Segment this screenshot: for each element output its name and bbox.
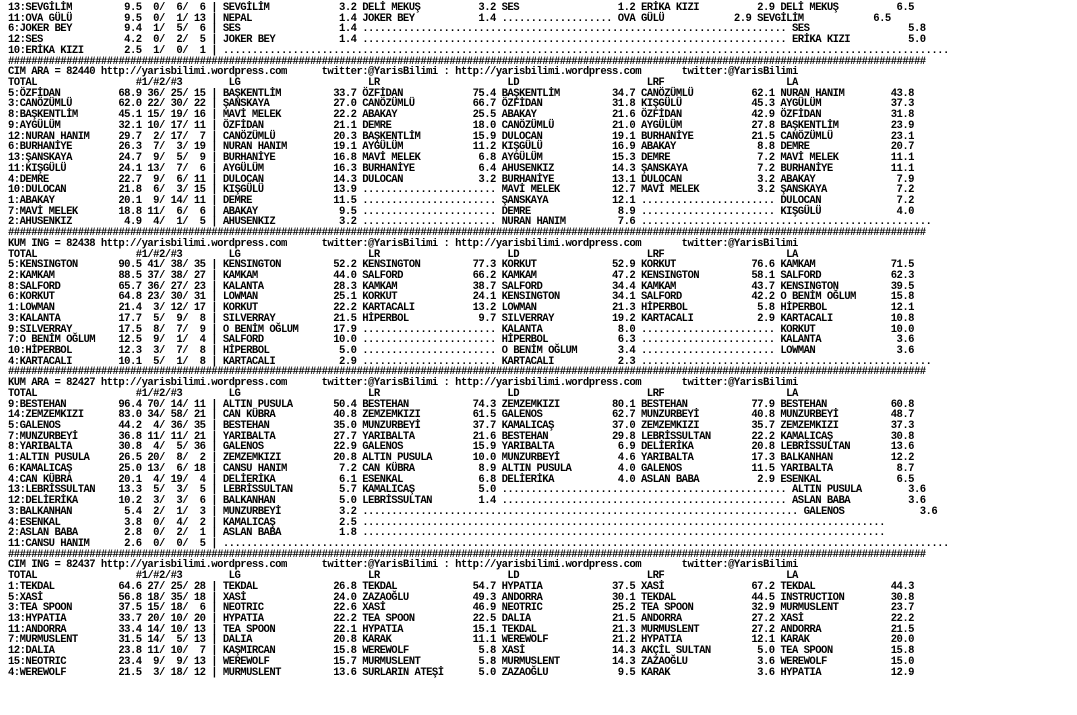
table-row: 8:YARIBALTA 30.8 4/ 5/ 36 | GALENOS 22.9 GALENOS 15.9 YARIBALTA 6.9 DELİERİKA 20.8 LEBRİSSULTAN 13.6	[8, 441, 914, 454]
table-row: 2:ASLAN BABA 2.8 0/ 2/ 1 | ASLAN BABA 1.8 ..........................................................................................	[8, 527, 885, 540]
table-row: 12:NURAN HANIM 29.7 2/ 17/ 7 | CANÖZÜMLÜ 20.3 BAŞKENTLİM 15.9 DULOCAN 19.1 BURHANİYE 21.5 CANÖZÜMLÜ 23.1	[8, 130, 914, 143]
table-row: 3:TEA SPOON 37.5 15/ 18/ 6 | NEOTRIC 22.6 XASİ 46.9 NEOTRIC 25.2 TEA SPOON 32.9 MURMUSLENT 23.7	[8, 602, 914, 615]
table-row: 3:KALANTA 17.7 5/ 9/ 8 | SILVERRAY 21.5 HİPERBOL 9.7 SILVERRAY 19.2 KARTACALI 2.9 KARTACALI 10.8	[8, 312, 914, 325]
table-row: 7:MUNZURBEYİ 36.8 11/ 11/ 21 | YARIBALTA 27.7 YARIBALTA 21.6 BESTEHAN 29.8 LEBRİSSULTAN 22.2 KAMALICAŞ 30.8	[8, 430, 914, 443]
table-row: 9:BESTEHAN 96.4 70/ 14/ 11 | ALTIN PUSULA 50.4 BESTEHAN 74.3 ZEMZEMKIZI 80.1 BESTEHAN 77.9 BESTEHAN 60.8	[8, 398, 914, 411]
table-row: 5:XASİ 56.8 18/ 35/ 18 | XASİ 24.0 ZAZAOĞLU 49.3 ANDORRA 30.1 TEKDAL 44.5 INSTRUCTION 30.8	[8, 591, 914, 604]
race-stats-document	[8, 3, 1074, 712]
table-row: 4:KARTACALI 10.1 5/ 1/ 8 | KARTACALI 2.9 ....................... KARTACALI 2.3 ..................................................	[8, 355, 932, 368]
table-row: 11:CANSU HANIM 2.6 0/ 0/ 5 | .............................................................................................................................	[8, 537, 949, 550]
table-row: 7:MAVİ MELEK 18.8 11/ 6/ 6 | ABAKAY 9.5 ....................... DEMRE 8.9 ....................... KIŞGÜLÜ 4.0	[8, 205, 914, 218]
table-row: 5:KENSINGTON 90.5 41/ 38/ 35 | KENSINGTON 52.2 KENSINGTON 77.3 KORKUT 52.9 KORKUT 76.6 KAMKAM 71.5	[8, 259, 914, 272]
table-row: 12:DELİERİKA 10.2 3/ 3/ 6 | BALKANHAN 5.0 LEBRİSSULTAN 1.4 ................................................. ASLAN BABA 3.6	[8, 495, 926, 508]
column-header-row: TOTAL #1/#2/#3 LG LR LD LRF LA	[8, 570, 798, 583]
section-divider: ##############################################################################################################################################################	[8, 548, 926, 561]
table-row: 15:NEOTRIC 23.4 9/ 9/ 13 | WEREWOLF 15.7 MURMUSLENT 5.8 MURMUSLENT 14.3 ZAZAOĞLU 3.6 WEREWOLF 15.0	[8, 655, 914, 668]
table-row: 6:KORKUT 64.8 23/ 30/ 31 | LOWMAN 25.1 KORKUT 24.1 KENSINGTON 34.1 SALFORD 42.2 O BENİM OĞLUM 15.8	[8, 291, 914, 304]
table-row: 12:SES 4.2 0/ 2/ 5 | JOKER BEY 1.4 ......................................................................... ERİKA KIZI 5.0	[8, 34, 926, 47]
table-row: 2:AHUSENKIZ 4.9 4/ 1/ 5 | AHUSENKIZ 3.2 ....................... NURAN HANIM 7.6 ..................................................	[8, 216, 932, 229]
table-row: 3:BALKANHAN 5.4 2/ 1/ 3 | MUNZURBEYİ 3.2 ........................................................................... GALENOS 3.6	[8, 505, 938, 518]
table-row: 6:JOKER BEY 9.4 1/ 5/ 6 | SES 1.4 ......................................................................... SES 5.8	[8, 23, 926, 36]
table-row: 13:ŞANSKAYA 24.7 9/ 5/ 9 | BURHANİYE 16.8 MAVİ MELEK 6.8 AYGÜLÜM 15.3 DEMRE 7.2 MAVİ MELEK 11.1	[8, 152, 914, 165]
race-header: CIM ARA = 82440 http://yarisbilimi.wordpress.com twitter:@YarisBilimi : http://yarisbilimi.wordpress.com twitter:@YarisBilimi	[8, 66, 798, 79]
table-row: 1:TEKDAL 64.6 27/ 25/ 28 | TEKDAL 26.8 TEKDAL 54.7 HYPATIA 37.5 XASİ 67.2 TEKDAL 44.3	[8, 580, 914, 593]
table-row: 4:ESENKAL 3.8 0/ 4/ 2 | KAMALICAŞ 2.5 ..........................................................................................	[8, 516, 885, 529]
section-divider: ##############################################################################################################################################################	[8, 227, 926, 240]
table-row: 5:ÖZFİDAN 68.9 36/ 25/ 15 | BAŞKENTLİM 33.7 ÖZFİDAN 75.4 BAŞKENTLİM 34.7 CANÖZÜMLÜ 62.1 NURAN HANIM 43.8	[8, 87, 914, 100]
table-row: 9:SILVERRAY 17.5 8/ 7/ 9 | O BENİM OĞLUM 17.9 ....................... KALANTA 8.0 ....................... KORKUT 10.0	[8, 323, 914, 336]
table-row: 6:KAMALICAŞ 25.0 13/ 6/ 18 | CANSU HANIM 7.2 CAN KÜBRA 8.9 ALTIN PUSULA 4.0 GALENOS 11.5 YARIBALTA 8.7	[8, 462, 914, 475]
table-row: 1:ABAKAY 20.1 9/ 14/ 11 | DEMRE 11.5 ....................... ŞANSKAYA 12.1 ....................... DULOCAN 7.2	[8, 194, 914, 207]
table-row: 12:DALIA 23.8 11/ 10/ 7 | KAŞMIRCAN 15.8 WEREWOLF 5.8 XASİ 14.3 AKÇİL SULTAN 5.0 TEA SPOON 15.8	[8, 645, 914, 658]
table-row: 10:ERİKA KIZI 2.5 1/ 0/ 1 | .............................................................................................................................	[8, 44, 949, 57]
table-row: 7:O BENİM OĞLUM 12.5 9/ 1/ 4 | SALFORD 10.0 ....................... HİPERBOL 6.3 ....................... KALANTA 3.6	[8, 334, 914, 347]
table-row: 13:LEBRİSSULTAN 13.3 5/ 3/ 5 | LEBRİSSULTAN 5.7 KAMALICAŞ 5.0 ................................................. ALTIN PUSULA 3.6	[8, 484, 926, 497]
table-row: 2:KAMKAM 88.5 37/ 38/ 27 | KAMKAM 44.0 SALFORD 66.2 KAMKAM 47.2 KENSINGTON 58.1 SALFORD 62.3	[8, 269, 914, 282]
table-row: 5:GALENOS 44.2 4/ 36/ 35 | BESTEHAN 35.0 MUNZURBEYİ 37.7 KAMALICAŞ 37.0 ZEMZEMKIZI 35.7 ZEMZEMKIZI 37.3	[8, 420, 914, 433]
table-row: 13:SEVGİLİM 9.5 0/ 6/ 6 | SEVGİLİM 3.2 DELİ MEKUŞ 3.2 SES 1.2 ERİKA KIZI 2.9 DELİ MEKUŞ 6.5	[8, 2, 914, 14]
column-header-row: TOTAL #1/#2/#3 LG LR LD LRF LA	[8, 387, 798, 400]
table-row: 13:HYPATIA 33.7 20/ 10/ 20 | HYPATIA 22.2 TEA SPOON 22.5 DALIA 21.5 ANDORRA 27.2 XASİ 22.2	[8, 612, 914, 625]
race-header: CIM ING = 82437 http://yarisbilimi.wordpress.com twitter:@YarisBilimi : http://yarisbilimi.wordpress.com twitter:@YarisBilimi	[8, 559, 798, 572]
table-row: 7:MURMUSLENT 31.5 14/ 5/ 13 | DALIA 20.8 KARAK 11.1 WEREWOLF 21.2 HYPATIA 12.1 KARAK 20.0	[8, 634, 914, 647]
table-row: 6:BURHANİYE 26.3 7/ 3/ 19 | NURAN HANIM 19.1 AYGÜLÜM 11.2 KIŞGÜLÜ 16.9 ABAKAY 8.8 DEMRE 20.7	[8, 141, 914, 154]
table-row: 3:CANÖZÜMLÜ 62.0 22/ 30/ 22 | ŞANSKAYA 27.0 CANÖZÜMLÜ 66.7 ÖZFİDAN 31.8 KIŞGÜLÜ 45.3 AYGÜLÜM 37.3	[8, 98, 914, 111]
table-row: 11:KIŞGÜLÜ 24.1 13/ 7/ 6 | AYGÜLÜM 16.3 BURHANİYE 6.4 AHUSENKIZ 14.3 ŞANSKAYA 7.2 BURHANİYE 11.1	[8, 162, 914, 175]
section-divider: ##############################################################################################################################################################	[8, 366, 926, 379]
race-header: KUM ING = 82438 http://yarisbilimi.wordpress.com twitter:@YarisBilimi : http://yarisbilimi.wordpress.com twitter:@YarisBilimi	[8, 237, 798, 250]
table-row: 11:ANDORRA 33.4 14/ 10/ 13 | TEA SPOON 22.1 HYPATIA 15.1 TEKDAL 21.3 MURMUSLENT 27.2 ANDORRA 21.5	[8, 623, 914, 636]
table-row: 11:OVA GÜLÜ 9.5 0/ 1/ 13 | NEPAL 1.4 JOKER BEY 1.4 ................... OVA GÜLÜ 2.9 SEVGİLİM 6.5	[8, 12, 891, 25]
section-divider: ##############################################################################################################################################################	[8, 55, 926, 68]
table-row: 8:SALFORD 65.7 36/ 27/ 23 | KALANTA 28.3 KAMKAM 38.7 SALFORD 34.4 KAMKAM 43.7 KENSINGTON 39.5	[8, 280, 914, 293]
table-row: 14:ZEMZEMKIZI 83.0 34/ 58/ 21 | CAN KÜBRA 40.8 ZEMZEMKIZI 61.5 GALENOS 62.7 MUNZURBEYİ 40.8 MUNZURBEYİ 48.7	[8, 409, 914, 422]
table-row: 1:ALTIN PUSULA 26.5 20/ 8/ 2 | ZEMZEMKIZI 20.8 ALTIN PUSULA 10.0 MUNZURBEYİ 4.6 YARIBALTA 17.3 BALKANHAN 12.2	[8, 452, 914, 465]
column-header-row: TOTAL #1/#2/#3 LG LR LD LRF LA	[8, 248, 798, 261]
table-row: 4:CAN KÜBRA 20.1 4/ 19/ 4 | DELİERİKA 6.1 ESENKAL 6.8 DELİERİKA 4.0 ASLAN BABA 2.9 ESENKAL 6.5	[8, 473, 914, 486]
table-row: 4:DEMRE 22.7 9/ 6/ 11 | DULOCAN 14.3 DULOCAN 3.2 BURHANİYE 13.1 DULOCAN 3.2 ABAKAY 7.9	[8, 173, 914, 186]
table-row: 10:HİPERBOL 12.3 3/ 7/ 8 | HİPERBOL 5.0 ....................... O BENİM OĞLUM 3.4 ....................... LOWMAN 3.6	[8, 345, 914, 357]
table-row: 4:WEREWOLF 21.5 3/ 18/ 12 | MURMUSLENT 13.6 SURLARIN ATEŞİ 5.0 ZAZAOĞLU 9.5 KARAK 3.6 HYPATIA 12.9	[8, 666, 914, 679]
table-row: 10:DULOCAN 21.8 6/ 3/ 15 | KIŞGÜLÜ 13.9 ....................... MAVİ MELEK 12.7 MAVİ MELEK 3.2 ŞANSKAYA 7.2	[8, 184, 914, 197]
table-row: 8:BAŞKENTLİM 45.1 15/ 19/ 16 | MAVİ MELEK 22.2 ABAKAY 25.5 ABAKAY 21.6 ÖZFİDAN 42.9 ÖZFİDAN 31.8	[8, 109, 914, 122]
table-row: 1:LOWMAN 21.4 3/ 12/ 17 | KORKUT 22.2 KARTACALI 13.2 LOWMAN 21.3 HİPERBOL 5.8 HİPERBOL 12.1	[8, 302, 914, 315]
table-row: 9:AYGÜLÜM 32.1 10/ 17/ 11 | ÖZFİDAN 21.1 DEMRE 18.0 CANÖZÜMLÜ 21.0 AYGÜLÜM 27.8 BAŞKENTLİM 23.9	[8, 119, 914, 132]
race-header: KUM ARA = 82427 http://yarisbilimi.wordpress.com twitter:@YarisBilimi : http://yarisbilimi.wordpress.com twitter:@YarisBilimi	[8, 377, 798, 390]
column-header-row: TOTAL #1/#2/#3 LG LR LD LRF LA	[8, 77, 798, 90]
